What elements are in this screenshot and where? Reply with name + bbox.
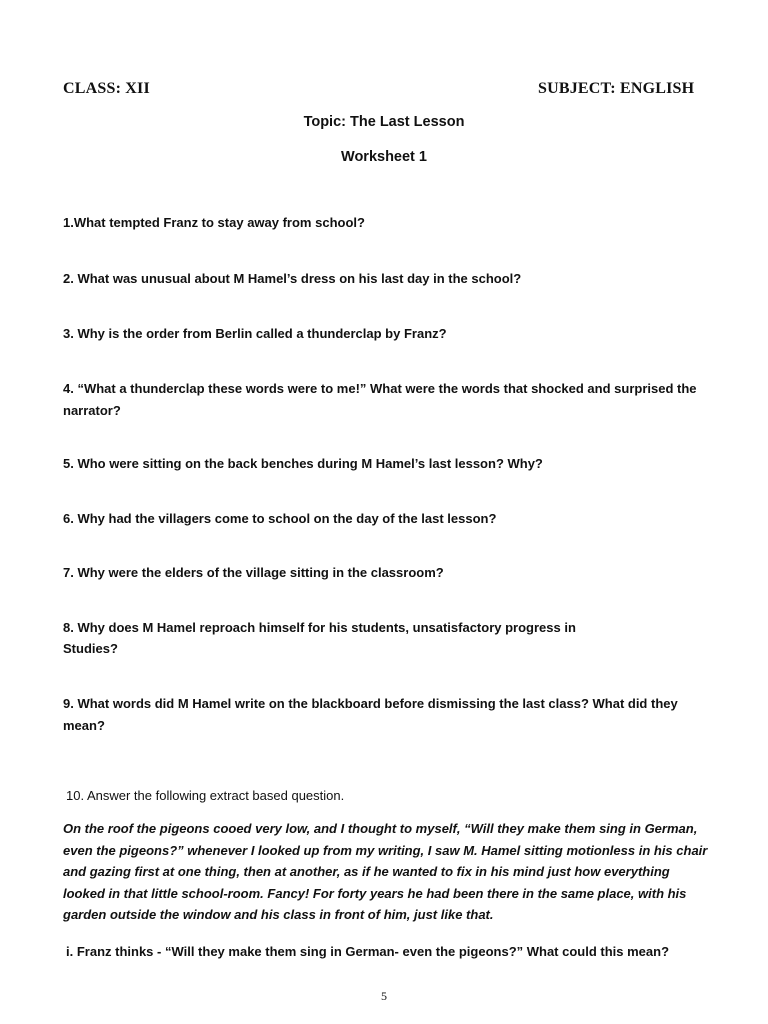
question-3: 3. Why is the order from Berlin called a thunderclap by Franz? <box>63 326 447 341</box>
question-6: 6. Why had the villagers come to school on the day of the last lesson? <box>63 511 497 526</box>
class-label: CLASS: XII <box>63 80 150 97</box>
question-4: 4. “What a thunderclap these words were to me!” What were the words that shocked and surprised the narrator? <box>63 381 697 418</box>
subject-label: SUBJECT: ENGLISH <box>538 80 695 97</box>
question-2: 2. What was unusual about M Hamel’s dress on his last day in the school? <box>63 271 522 286</box>
extract-sub-question: i. Franz thinks - “Will they make them sing in German- even the pigeons?” What could this mean? <box>66 944 670 959</box>
page-number: 5 <box>381 989 387 1003</box>
question-8: 8. Why does M Hamel reproach himself for his students, unsatisfactory progress in <box>63 620 576 635</box>
extract-passage: On the roof the pigeons cooed very low, and I thought to myself, “Will they make them sing in German, even the pigeons?” whenever I looked up from my writing, I saw M. Hamel sitting motionless in his chair and gazing first at one thing, then at another, as if he wanted to fix in his mind just how everything looked in that little school-room. Fancy! For forty years he had been there in the same place, with his garden outside the window and his class in front of him, just like that. <box>63 821 708 923</box>
extract-instruction: 10. Answer the following extract based question. <box>66 788 345 803</box>
worksheet-title: Worksheet 1 <box>341 149 427 165</box>
question-5: 5. Who were sitting on the back benches during M Hamel’s last lesson? Why? <box>63 456 543 471</box>
question-7: 7. Why were the elders of the village sitting in the classroom? <box>63 565 444 580</box>
question-8-continuation: Studies? <box>63 641 118 656</box>
question-1: 1.What tempted Franz to stay away from school? <box>63 215 365 230</box>
question-9: 9. What words did M Hamel write on the blackboard before dismissing the last class? What did they mean? <box>63 696 678 733</box>
topic-title: Topic: The Last Lesson <box>303 114 465 130</box>
